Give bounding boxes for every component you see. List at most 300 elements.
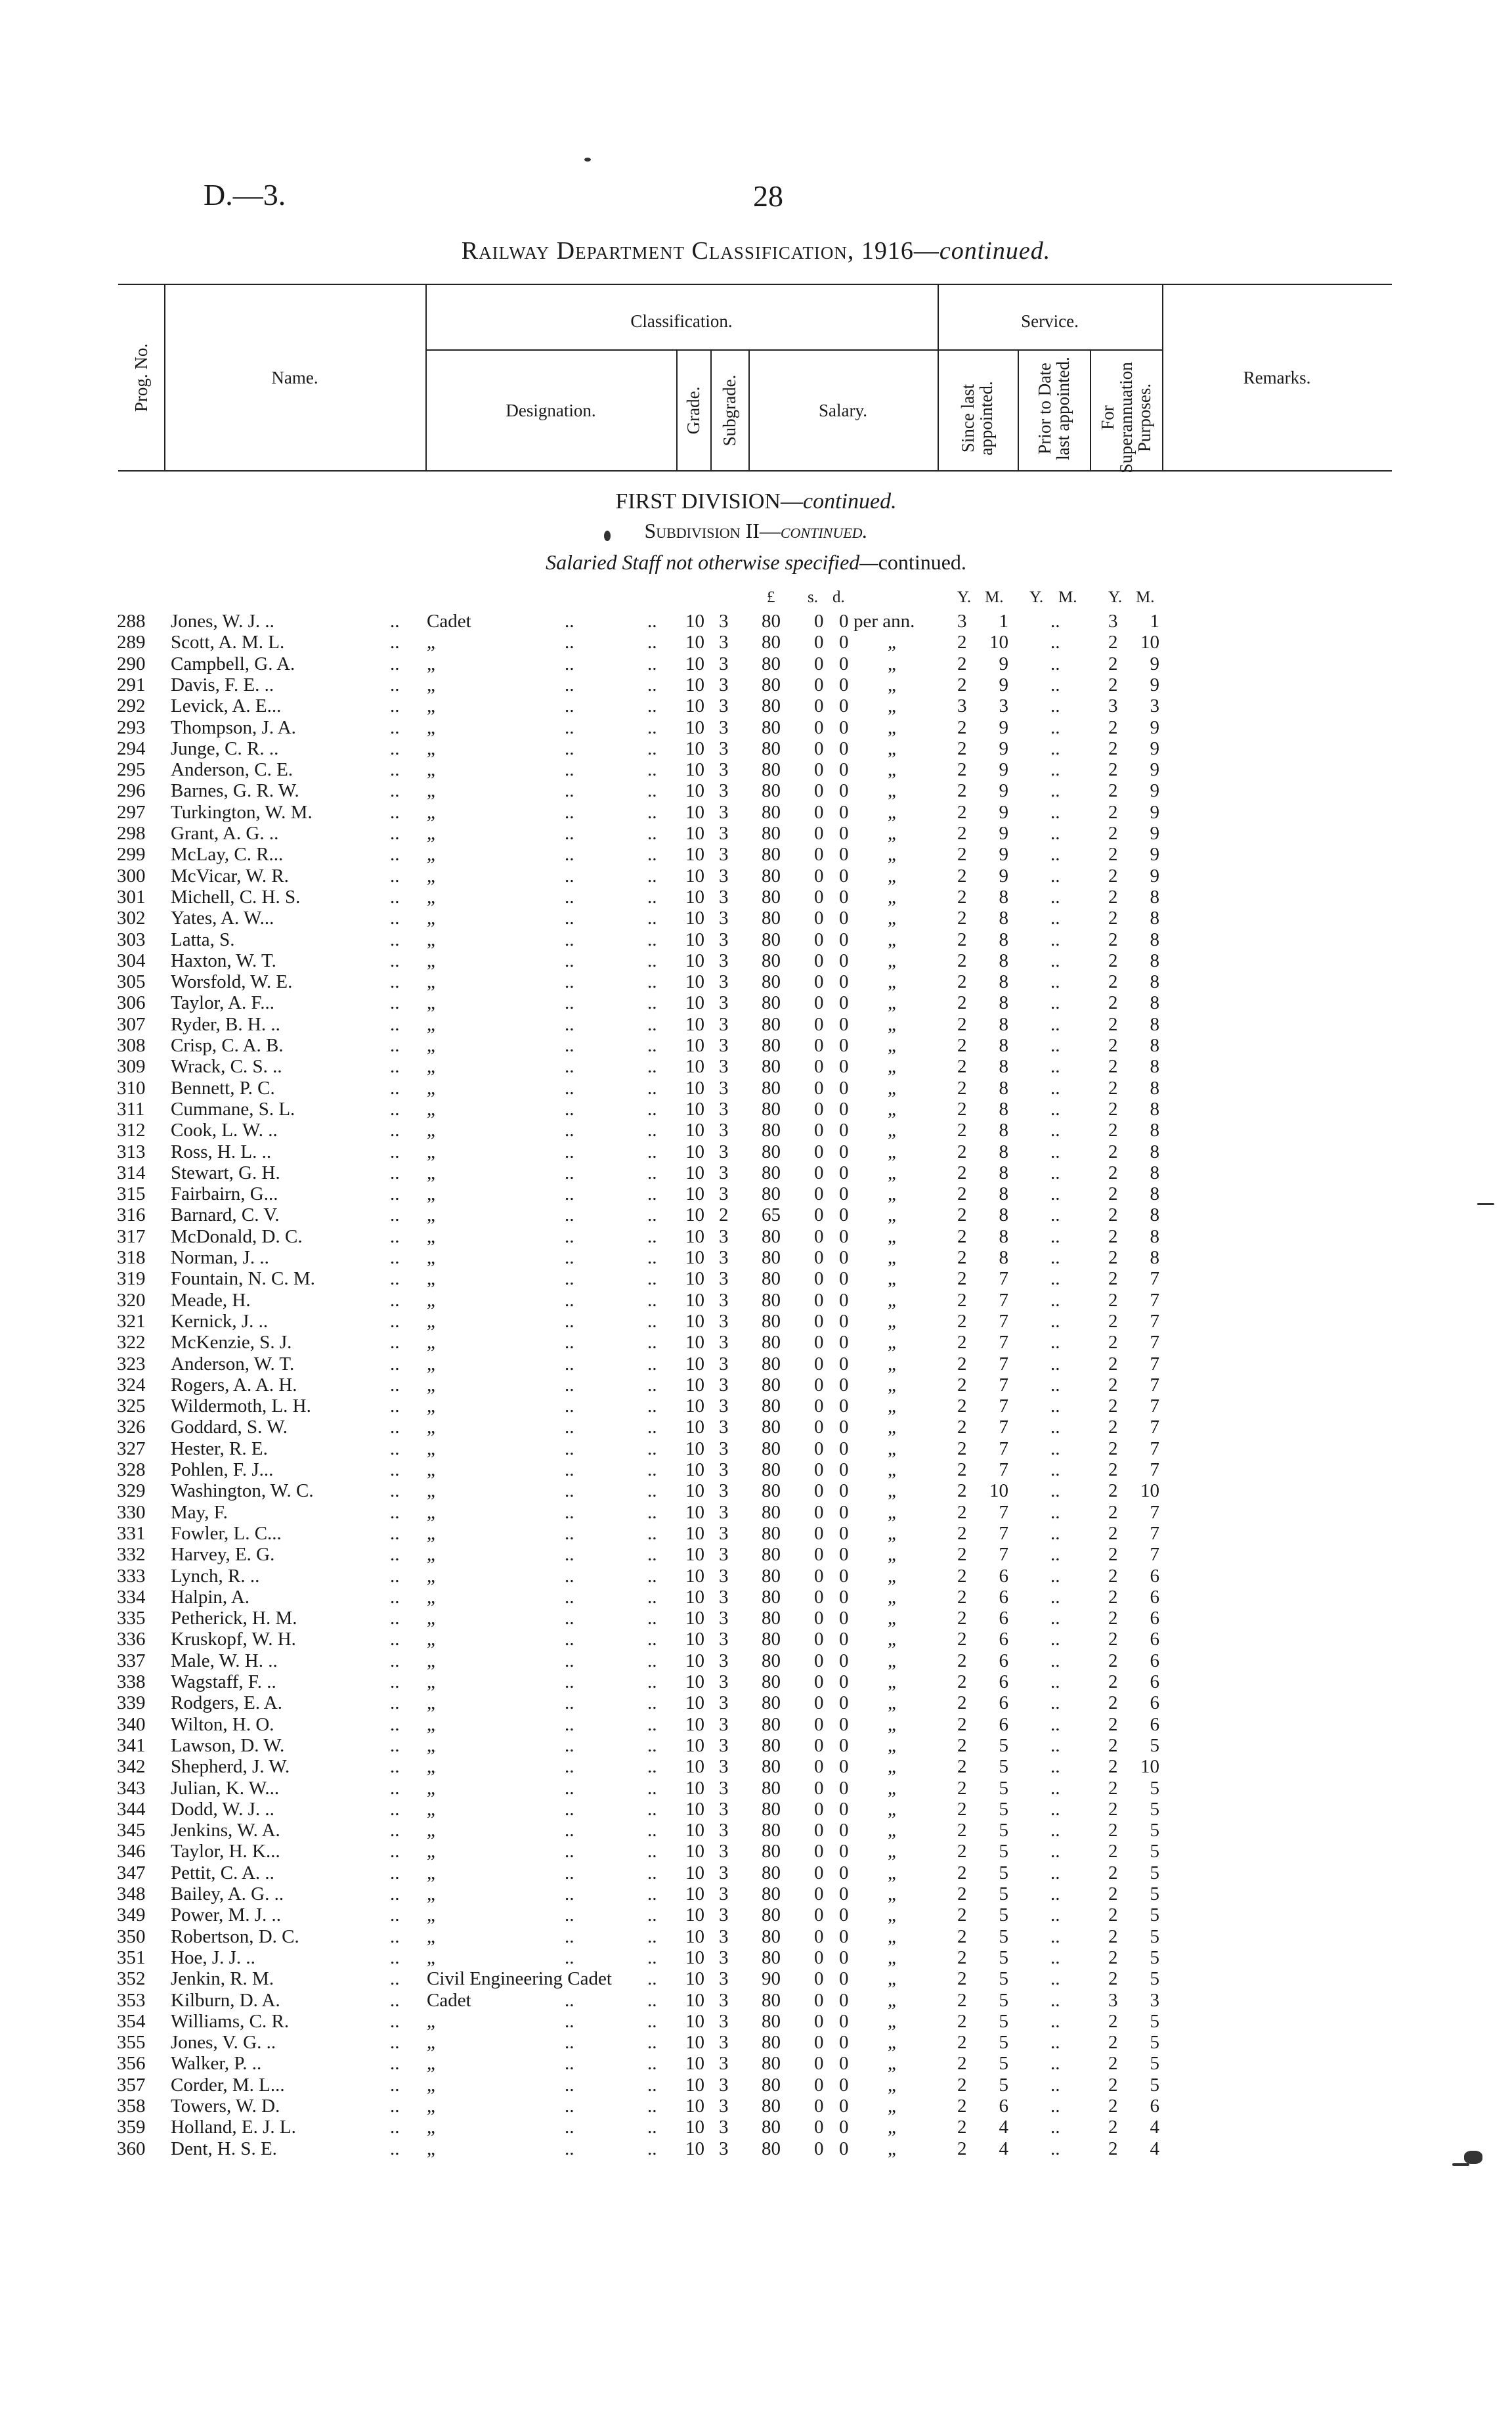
unit-pence: d.	[832, 588, 845, 606]
prog-no: 346	[117, 1841, 146, 1862]
table-row	[0, 950, 1512, 972]
leader-dots: ..	[647, 1225, 657, 1247]
super-years: 2	[1108, 2096, 1118, 2117]
salary-shillings: 0	[814, 844, 824, 866]
salary-shillings: 0	[814, 1438, 824, 1459]
salary-pounds: 80	[762, 844, 781, 866]
designation: „	[427, 1204, 435, 1226]
grade: 10	[685, 1056, 704, 1078]
super-years: 2	[1108, 1247, 1118, 1268]
salary-period: „	[888, 653, 896, 674]
super-years: 2	[1108, 1204, 1118, 1226]
table-row	[0, 971, 1512, 993]
leader-dots: ..	[565, 2032, 574, 2054]
salary-shillings: 0	[814, 695, 824, 717]
leader-dots: ..	[1050, 1417, 1060, 1438]
leader-dots: ..	[565, 1098, 574, 1120]
table-row	[0, 1523, 1512, 1545]
since-years: 2	[957, 632, 967, 653]
since-months: 8	[999, 1204, 1008, 1226]
salary-shillings: 0	[814, 1608, 824, 1629]
grade: 10	[685, 1565, 704, 1587]
prog-no: 337	[117, 1650, 146, 1671]
leader-dots: ..	[565, 1310, 574, 1332]
leader-dots: ..	[565, 1734, 574, 1756]
table-row	[0, 1799, 1512, 1820]
salary-pounds: 80	[762, 2096, 781, 2117]
leader-dots: ..	[390, 1480, 400, 1502]
super-years: 2	[1108, 1141, 1118, 1162]
salary-pounds: 80	[762, 611, 781, 632]
salary-pounds: 80	[762, 1501, 781, 1523]
salary-pounds: 80	[762, 1820, 781, 1841]
leader-dots: ..	[390, 1310, 400, 1332]
salary-pence: 0	[839, 1417, 849, 1438]
prog-no: 313	[117, 1141, 146, 1162]
super-years: 2	[1108, 886, 1118, 908]
super-years: 2	[1108, 1459, 1118, 1480]
grade-header: Grade.	[683, 386, 703, 435]
division-heading	[0, 489, 1512, 514]
salary-pence: 0	[839, 632, 849, 653]
super-years: 2	[1108, 1332, 1118, 1353]
leader-dots: ..	[647, 632, 657, 653]
grade: 10	[685, 1841, 704, 1862]
table-row	[0, 1204, 1512, 1226]
salary-period: „	[888, 971, 896, 993]
leader-dots: ..	[647, 2053, 657, 2075]
salary-pounds: 80	[762, 1459, 781, 1480]
leader-dots: ..	[647, 1947, 657, 1968]
salary-pence: 0	[839, 1480, 849, 1502]
salary-pence: 0	[839, 611, 849, 632]
prog-no: 303	[117, 929, 146, 950]
salary-period: „	[888, 1396, 896, 1417]
salary-pence: 0	[839, 1968, 849, 1990]
since-years: 2	[957, 1862, 967, 1883]
salary-pence: 0	[839, 2032, 849, 2054]
salary-shillings: 0	[814, 908, 824, 929]
super-months: 6	[1150, 1586, 1159, 1608]
prog-no: 306	[117, 992, 146, 1014]
salary-shillings: 0	[814, 1098, 824, 1120]
since-years: 2	[957, 780, 967, 802]
designation: „	[427, 737, 435, 759]
designation-header: Designation.	[506, 401, 596, 420]
super-years: 2	[1108, 1501, 1118, 1523]
table-row	[0, 1735, 1512, 1757]
leader-dots: ..	[390, 1289, 400, 1311]
leader-dots: ..	[1050, 611, 1060, 632]
grade: 10	[685, 950, 704, 971]
salary-shillings: 0	[814, 1225, 824, 1247]
since-years: 2	[957, 1565, 967, 1587]
salary-period: „	[888, 1077, 896, 1099]
table-row	[0, 1056, 1512, 1078]
designation: „	[427, 1841, 435, 1862]
salary-period: „	[888, 1098, 896, 1120]
subgrade: 3	[719, 1141, 729, 1162]
since-years: 2	[957, 1310, 967, 1332]
leader-dots: ..	[647, 1120, 657, 1141]
salary-shillings: 0	[814, 1713, 824, 1735]
salary-pence: 0	[839, 1925, 849, 1947]
prog-no: 324	[117, 1374, 146, 1396]
salary-shillings: 0	[814, 823, 824, 844]
since-years: 2	[957, 1904, 967, 1926]
staff-name: Pohlen, F. J...	[171, 1459, 274, 1480]
unit-years-super: Y.	[1108, 588, 1123, 606]
since-months: 8	[999, 1247, 1008, 1268]
super-months: 5	[1150, 1820, 1159, 1841]
prog-no: 355	[117, 2032, 146, 2054]
staff-name: Rodgers, E. A.	[171, 1692, 282, 1714]
leader-dots: ..	[565, 1947, 574, 1968]
super-months: 8	[1150, 1077, 1159, 1099]
leader-dots: ..	[1050, 1608, 1060, 1629]
salary-pence: 0	[839, 1438, 849, 1459]
leader-dots: ..	[565, 1586, 574, 1608]
salary-pence: 0	[839, 1650, 849, 1671]
leader-dots: ..	[1050, 1925, 1060, 1947]
leader-dots: ..	[390, 2117, 400, 2138]
since-years: 2	[957, 1713, 967, 1735]
leader-dots: ..	[390, 716, 400, 738]
salary-pence: 0	[839, 1141, 849, 1162]
salary-shillings: 0	[814, 716, 824, 738]
leader-dots: ..	[1050, 1544, 1060, 1566]
super-years: 2	[1108, 1353, 1118, 1375]
leader-dots: ..	[565, 844, 574, 866]
salary-pounds: 80	[762, 1310, 781, 1332]
salary-pounds: 80	[762, 2032, 781, 2054]
subgrade: 3	[719, 1268, 729, 1290]
leader-dots: ..	[647, 611, 657, 632]
leader-dots: ..	[1050, 950, 1060, 971]
grade: 10	[685, 1904, 704, 1926]
super-months: 9	[1150, 759, 1159, 781]
subgrade: 3	[719, 2117, 729, 2138]
designation: „	[427, 1544, 435, 1566]
title-continued: continued.	[939, 237, 1051, 265]
super-months: 3	[1150, 1989, 1159, 2011]
prog-no: 333	[117, 1565, 146, 1587]
salary-shillings: 0	[814, 971, 824, 993]
salary-pounds: 80	[762, 1353, 781, 1375]
designation: „	[427, 2138, 435, 2159]
prog-no: 358	[117, 2096, 146, 2117]
grade: 10	[685, 1332, 704, 1353]
leader-dots: ..	[1050, 2032, 1060, 2054]
designation: „	[427, 1374, 435, 1396]
leader-dots: ..	[647, 1692, 657, 1714]
designation: „	[427, 1417, 435, 1438]
designation: „	[427, 1183, 435, 1205]
salary-pounds: 80	[762, 1417, 781, 1438]
grade: 10	[685, 1183, 704, 1205]
grade: 10	[685, 2096, 704, 2117]
super-months: 5	[1150, 1862, 1159, 1883]
leader-dots: ..	[565, 1035, 574, 1056]
super-months: 5	[1150, 2053, 1159, 2075]
salary-period: „	[888, 1671, 896, 1692]
table-row	[0, 632, 1512, 653]
unit-months-prior: M.	[1058, 588, 1077, 606]
table-row	[0, 2096, 1512, 2117]
salary-pounds: 80	[762, 1268, 781, 1290]
table-row	[0, 1120, 1512, 1141]
salary-period: „	[888, 1459, 896, 1480]
super-months: 6	[1150, 1671, 1159, 1692]
leader-dots: ..	[647, 695, 657, 717]
super-months: 8	[1150, 886, 1159, 908]
salary-period: „	[888, 2074, 896, 2096]
salary-pounds: 80	[762, 759, 781, 781]
since-months: 5	[999, 1883, 1008, 1904]
leader-dots: ..	[1050, 653, 1060, 674]
staff-name: Levick, A. E...	[171, 695, 282, 717]
salary-pounds: 80	[762, 1734, 781, 1756]
subgrade: 3	[719, 759, 729, 781]
designation: „	[427, 844, 435, 866]
leader-dots: ..	[390, 1035, 400, 1056]
table-row	[0, 1099, 1512, 1120]
leader-dots: ..	[1050, 2053, 1060, 2075]
super-years: 2	[1108, 1968, 1118, 1990]
leader-dots: ..	[565, 1862, 574, 1883]
since-months: 6	[999, 1692, 1008, 1714]
leader-dots: ..	[1050, 1522, 1060, 1544]
subgrade: 3	[719, 1968, 729, 1990]
since-years: 2	[957, 1353, 967, 1375]
leader-dots: ..	[647, 1713, 657, 1735]
leader-dots: ..	[647, 1968, 657, 1990]
salary-pounds: 80	[762, 737, 781, 759]
salary-period: „	[888, 1162, 896, 1183]
table-row	[0, 1947, 1512, 1969]
leader-dots: ..	[565, 780, 574, 802]
since-months: 4	[999, 2117, 1008, 2138]
staff-name: Towers, W. D.	[171, 2096, 280, 2117]
salary-pounds: 80	[762, 632, 781, 653]
salary-pounds: 80	[762, 695, 781, 717]
remarks-header: Remarks.	[1243, 368, 1311, 387]
salary-period: „	[888, 1013, 896, 1035]
designation: „	[427, 674, 435, 695]
super-months: 8	[1150, 929, 1159, 950]
leader-dots: ..	[565, 759, 574, 781]
salary-pounds: 80	[762, 1035, 781, 1056]
salary-period: „	[888, 1204, 896, 1226]
salary-period: „	[888, 1289, 896, 1311]
salary-pence: 0	[839, 971, 849, 993]
designation: „	[427, 653, 435, 674]
grade: 10	[685, 1501, 704, 1523]
salary-pounds: 80	[762, 2138, 781, 2159]
leader-dots: ..	[390, 1629, 400, 1650]
designation: „	[427, 1501, 435, 1523]
staff-name: Petherick, H. M.	[171, 1608, 297, 1629]
table-row	[0, 1566, 1512, 1587]
designation: „	[427, 1777, 435, 1799]
leader-dots: ..	[565, 865, 574, 887]
table-row	[0, 1587, 1512, 1608]
grade: 10	[685, 823, 704, 844]
leader-dots: ..	[1050, 1204, 1060, 1226]
grade: 10	[685, 1162, 704, 1183]
salary-pence: 0	[839, 950, 849, 971]
since-years: 2	[957, 1671, 967, 1692]
subdivision-text: Subdivision II—	[644, 519, 781, 542]
since-years: 2	[957, 1883, 967, 1904]
salary-header: Salary.	[819, 401, 867, 420]
salary-pence: 0	[839, 1268, 849, 1290]
subgrade: 3	[719, 1883, 729, 1904]
staff-name: Dent, H. S. E.	[171, 2138, 277, 2159]
since-months: 8	[999, 908, 1008, 929]
since-years: 2	[957, 1608, 967, 1629]
salary-pence: 0	[839, 1310, 849, 1332]
salary-pence: 0	[839, 865, 849, 887]
since-months: 5	[999, 1820, 1008, 1841]
since-years: 2	[957, 1268, 967, 1290]
leader-dots: ..	[390, 695, 400, 717]
leader-dots: ..	[565, 1522, 574, 1544]
super-months: 9	[1150, 801, 1159, 823]
designation: „	[427, 908, 435, 929]
table-row	[0, 1862, 1512, 1884]
leader-dots: ..	[1050, 865, 1060, 887]
since-years: 2	[957, 1586, 967, 1608]
prog-no: 296	[117, 780, 146, 802]
staff-name: Julian, K. W...	[171, 1777, 280, 1799]
leader-dots: ..	[390, 929, 400, 950]
designation: „	[427, 1225, 435, 1247]
super-months: 8	[1150, 992, 1159, 1014]
salary-pence: 0	[839, 737, 849, 759]
salary-pence: 0	[839, 1862, 849, 1883]
leader-dots: ..	[1050, 1947, 1060, 1968]
prog-no: 331	[117, 1522, 146, 1544]
designation: „	[427, 1671, 435, 1692]
leader-dots: ..	[1050, 674, 1060, 695]
subgrade: 3	[719, 674, 729, 695]
grade: 10	[685, 992, 704, 1014]
leader-dots: ..	[647, 1862, 657, 1883]
leader-dots: ..	[1050, 1013, 1060, 1035]
leader-dots: ..	[647, 1396, 657, 1417]
leader-dots: ..	[390, 950, 400, 971]
salary-shillings: 0	[814, 780, 824, 802]
salary-shillings: 0	[814, 992, 824, 1014]
salary-period: „	[888, 1841, 896, 1862]
table-row	[0, 1162, 1512, 1184]
leader-dots: ..	[390, 1968, 400, 1990]
staff-name: McKenzie, S. J.	[171, 1332, 292, 1353]
prog-no: 322	[117, 1332, 146, 1353]
grade: 10	[685, 780, 704, 802]
designation: „	[427, 1798, 435, 1820]
leader-dots: ..	[647, 1480, 657, 1502]
subgrade: 3	[719, 1459, 729, 1480]
super-years: 2	[1108, 1396, 1118, 1417]
prog-no: 314	[117, 1162, 146, 1183]
leader-dots: ..	[390, 1204, 400, 1226]
salary-pounds: 65	[762, 1204, 781, 1226]
designation: „	[427, 801, 435, 823]
staff-name: Ryder, B. H. ..	[171, 1013, 280, 1035]
subgrade: 3	[719, 1225, 729, 1247]
super-years: 2	[1108, 1841, 1118, 1862]
table-row	[0, 1714, 1512, 1736]
staff-name: Corder, M. L...	[171, 2074, 285, 2096]
salary-period: „	[888, 1650, 896, 1671]
table-row	[0, 2075, 1512, 2096]
since-months: 6	[999, 2096, 1008, 2117]
leader-dots: ..	[647, 1247, 657, 1268]
grade: 10	[685, 2117, 704, 2138]
super-years: 2	[1108, 1883, 1118, 1904]
designation: „	[427, 1396, 435, 1417]
since-months: 7	[999, 1438, 1008, 1459]
grade: 10	[685, 1480, 704, 1502]
designation: „	[427, 1162, 435, 1183]
leader-dots: ..	[565, 1480, 574, 1502]
since-years: 2	[957, 1756, 967, 1778]
staff-name: Scott, A. M. L.	[171, 632, 285, 653]
subgrade: 3	[719, 737, 729, 759]
since-years: 2	[957, 1289, 967, 1311]
super-months: 7	[1150, 1310, 1159, 1332]
salary-pence: 0	[839, 844, 849, 866]
subgrade: 3	[719, 2096, 729, 2117]
leader-dots: ..	[647, 992, 657, 1014]
staff-text: Salaried Staff not otherwise specified—	[546, 550, 878, 574]
designation: Civil Engineering Cadet	[427, 1968, 612, 1990]
salary-pounds: 80	[762, 1332, 781, 1353]
table-row	[0, 1014, 1512, 1036]
designation: „	[427, 1438, 435, 1459]
leader-dots: ..	[1050, 1883, 1060, 1904]
salary-pounds: 80	[762, 2010, 781, 2032]
leader-dots: ..	[1050, 1268, 1060, 1290]
staff-name: Cummane, S. L.	[171, 1098, 295, 1120]
salary-period: „	[888, 1268, 896, 1290]
grade: 10	[685, 1713, 704, 1735]
super-years: 2	[1108, 908, 1118, 929]
salary-period: „	[888, 1820, 896, 1841]
super-years: 2	[1108, 1013, 1118, 1035]
prog-no: 321	[117, 1310, 146, 1332]
leader-dots: ..	[565, 737, 574, 759]
super-years: 2	[1108, 844, 1118, 866]
leader-dots: ..	[1050, 1904, 1060, 1926]
prog-no: 332	[117, 1544, 146, 1566]
designation: „	[427, 950, 435, 971]
since-months: 5	[999, 2053, 1008, 2075]
leader-dots: ..	[390, 1120, 400, 1141]
since-months: 6	[999, 1586, 1008, 1608]
leader-dots: ..	[390, 1841, 400, 1862]
super-months: 8	[1150, 908, 1159, 929]
grade: 10	[685, 1225, 704, 1247]
prog-no: 327	[117, 1438, 146, 1459]
since-years: 3	[957, 611, 967, 632]
leader-dots: ..	[1050, 1353, 1060, 1375]
designation: „	[427, 1013, 435, 1035]
table-row	[0, 759, 1512, 781]
leader-dots: ..	[1050, 1332, 1060, 1353]
